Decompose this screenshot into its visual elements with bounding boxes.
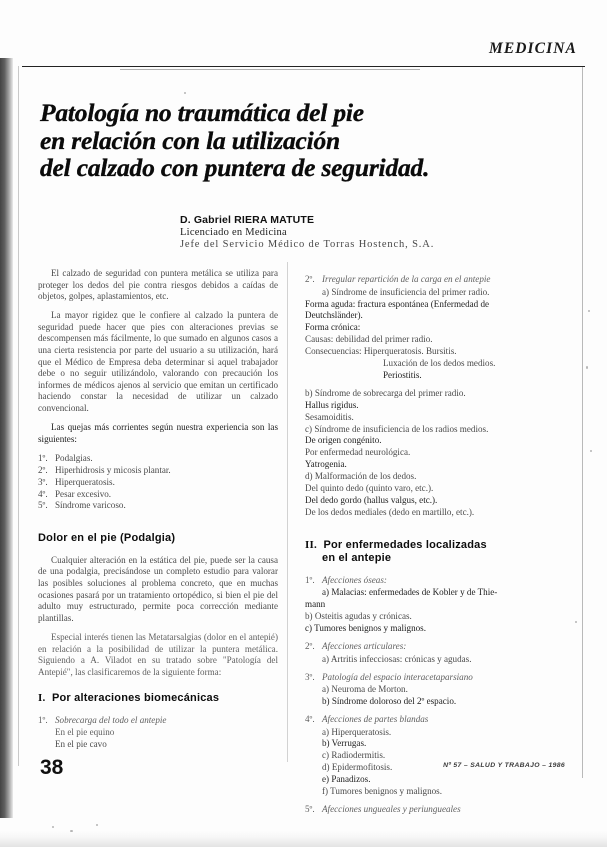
subsection-line: b) Verrugas.	[322, 738, 367, 749]
scan-speck	[590, 450, 592, 452]
heading-section-1	[38, 692, 278, 706]
running-head-title: MEDICINA	[488, 40, 577, 57]
paragraph: El calzado de seguridad con puntera metálica se utiliza para proteger los dedos del pie contra riesgos debidos a caídas de objetos, golpes, aplastamientos, etc.	[38, 268, 278, 302]
list-marker: 2º.	[38, 464, 48, 475]
subsection-line: Por enfermedad neurológica.	[305, 447, 411, 458]
scan-speck	[70, 830, 73, 832]
subsection-line: Forma crónica:	[305, 322, 361, 333]
list-marker: 3º.	[38, 476, 48, 487]
list-item-text: Síndrome varicoso.	[55, 500, 126, 511]
subsection-marker: 3º.	[305, 671, 315, 682]
running-head-rule	[22, 66, 585, 67]
subsection-line: d) Epidermofitosis.	[322, 762, 393, 773]
subsection-title	[305, 804, 553, 816]
paragraph: Las quejas más corrientes según nuestra experiencia son las siguientes:	[38, 422, 278, 444]
subsection-marker: 1º.	[305, 574, 315, 585]
subsection-title-text: Patología del espacio interacetaparsiano	[322, 671, 473, 682]
scan-edge-artifact-left	[0, 58, 13, 818]
article-title-line-3: del calzado con puntera de seguridad.	[40, 153, 430, 182]
heading-section-2-line-1: Por enfermedades localizadas	[323, 538, 487, 551]
list-marker: 4º.	[38, 488, 48, 499]
heading-section-1-number: I.	[38, 692, 46, 705]
subsection-line: Forma aguda: fractura espontánea (Enfermedad de	[305, 298, 490, 309]
subsection-title-text: Afecciones ungueales y periungueales	[322, 803, 461, 814]
subsection-line: Hallus rigidus.	[305, 399, 359, 410]
subsection-marker: 1º.	[38, 714, 48, 725]
author-name: D. Gabriel RIERA MATUTE	[180, 214, 315, 226]
heading-section-1-text: Por alteraciones biomecánicas	[51, 692, 220, 705]
subsection-line: a) Síndrome de insuficiencia del primer radio.	[322, 286, 490, 297]
list-marker: 5º.	[38, 500, 48, 511]
subsection-line: b) Síndrome doloroso del 2º espacio.	[322, 696, 457, 707]
subsection-line: Del quinto dedo (quinto varo, etc.).	[305, 483, 434, 494]
subsection-line: De los dedos mediales (dedo en martillo, etc.).	[305, 506, 475, 517]
scan-edge-artifact-bottom	[0, 831, 607, 847]
subsection-line: Luxación de los dedos medios.	[383, 358, 496, 369]
running-head-rule-secondary	[120, 69, 420, 70]
subsection-line: f) Tumores benignos y malignos.	[322, 786, 442, 797]
list-item-text: Pesar excesivo.	[55, 488, 112, 499]
list-item	[38, 453, 278, 465]
scan-speck	[184, 92, 186, 94]
subsection-title	[305, 641, 553, 653]
list-item	[38, 489, 278, 501]
subsection-line: c) Tumores benignos y malignos.	[305, 623, 426, 634]
subsection-line: Del dedo gordo (hallus valgus, etc.).	[305, 495, 438, 505]
subsection-title	[305, 274, 553, 286]
subsection-title	[305, 672, 553, 684]
subsection-marker: 2º.	[305, 641, 315, 652]
paragraph: La mayor rigidez que le confiere al calzado la puntera de seguridad puede hacer que pies con alteraciones previas se descompensen más fácilmente, lo que sumado en algunos casos a una cierta resistencia por parte del usuario a su utilización, hará que el Médico de Empresa deba determinar si aquel trabajador debe o no seguir utilizándolo, valorando con precaución los informes de médicos ajenos al servicio que emitan un certificado haciendo constar la necesidad de utilizar un calzado convencional.	[38, 310, 278, 414]
complaints-list	[38, 453, 278, 513]
subsection-line: a) Hiperqueratosis.	[322, 726, 392, 737]
list-item-text: Podalgias.	[55, 452, 93, 463]
heading-podalgia: Dolor en el pie (Podalgia)	[38, 532, 176, 545]
author-block	[180, 214, 510, 251]
subsection-line: b) Síndrome de sobrecarga del primer radio.	[305, 387, 466, 398]
paragraph: Cualquier alteración en la estática del pie, puede ser la causa de una podalgia, precisándose un completo estudio para valorar las posibles soluciones al problema concreto, que en muchas ocasiones pasará por un tratamiento ortopédico, si bien el pie del adulto muy estructurado, permite poca corrección mediante plantillas.	[38, 554, 278, 623]
article-title-line-2: en relación con la utilización	[40, 125, 341, 155]
subsection-line: Sesamoiditis.	[305, 411, 354, 422]
scan-rule-right	[582, 66, 583, 778]
list-item-text: Hiperhidrosis y micosis plantar.	[55, 464, 171, 475]
subsection-line: Periostitis.	[383, 369, 422, 380]
subsection-line: c) Síndrome de insuficiencia de los radios medios.	[305, 423, 489, 434]
subsection-title	[38, 715, 278, 727]
subsection-marker: 2º.	[305, 274, 315, 284]
list-item-text: Hiperqueratosis.	[55, 476, 115, 487]
heading-section-2-number: II.	[305, 538, 317, 551]
scan-speck	[96, 824, 98, 826]
article-title	[40, 99, 510, 182]
list-item	[38, 500, 278, 512]
subsection-line: En el pie equino	[55, 727, 115, 738]
subsection-line: En el pie cavo	[55, 739, 107, 750]
column-gutter-rule	[287, 262, 288, 762]
running-head	[0, 40, 607, 70]
subsection-line: a) Malacias: enfermedades de Kobler y de Thie-	[322, 587, 498, 598]
author-degree: Licenciado en Medicina	[180, 227, 287, 238]
subsection-line: De origen congénito.	[305, 435, 382, 446]
scan-speck	[52, 826, 54, 828]
footer-citation: Nº 57 – SALUD Y TRABAJO – 1986	[443, 762, 565, 769]
subsection-line: e) Panadizos.	[322, 774, 371, 785]
scan-speck	[588, 310, 590, 312]
subsection-line: Deutchsländer).	[305, 310, 363, 321]
left-column	[38, 268, 278, 751]
subsection-line: Consecuencias: Hiperqueratosis. Bursitis.	[305, 346, 457, 357]
article-title-line-1: Patología no traumática del pie	[40, 98, 364, 127]
paragraph: Especial interés tienen las Metatarsalgias (dolor en el antepié) en relación a la posibilidad de utilizar la puntera metálica. Siguiendo a A. Viladot en su tratado sobre "Patología del Antepié", las clasificaremos de la siguiente forma:	[38, 631, 278, 677]
subsection-marker: 4º.	[305, 713, 315, 724]
subsection-marker: 5º.	[305, 803, 315, 814]
subsection-line: mann	[305, 599, 326, 610]
subsection-line: Causas: debilidad del primer radio.	[305, 334, 433, 345]
subsection-line: c) Radiodermitis.	[322, 750, 386, 761]
subsection-line: Yatrogenia.	[305, 459, 347, 470]
subsection-line: a) Artritis infecciosas: crónicas y agudas.	[322, 653, 472, 664]
author-position: Jefe del Servicio Médico de Torras Hostench, S.A.	[180, 239, 435, 250]
list-item	[38, 465, 278, 477]
subsection-line: b) Osteitis agudas y crónicas.	[305, 611, 412, 622]
subsection-title-text: Sobrecarga del todo el antepie	[55, 714, 167, 725]
subsection-line: d) Malformación de los dedos.	[305, 471, 417, 482]
list-item	[38, 477, 278, 489]
subsection-title-text: Irregular repartición de la carga en el antepie	[322, 274, 491, 284]
subsection-title-text: Afecciones de partes blandas	[322, 713, 429, 724]
page-number: 38	[40, 756, 64, 779]
subsection-line: a) Neuroma de Morton.	[322, 684, 408, 695]
heading-section-2	[305, 539, 553, 566]
subsection-title	[305, 714, 553, 726]
subsection-title-text: Afecciones óseas:	[322, 574, 387, 585]
scan-speck	[586, 366, 588, 369]
scan-rule-left	[18, 66, 19, 766]
subsection-title-text: Afecciones articulares:	[322, 641, 407, 652]
list-marker: 1º.	[38, 452, 48, 463]
heading-section-2-line-2: en el antepie	[322, 552, 392, 565]
right-column	[305, 268, 553, 817]
subsection-title	[305, 575, 553, 587]
scan-speck	[575, 621, 577, 623]
